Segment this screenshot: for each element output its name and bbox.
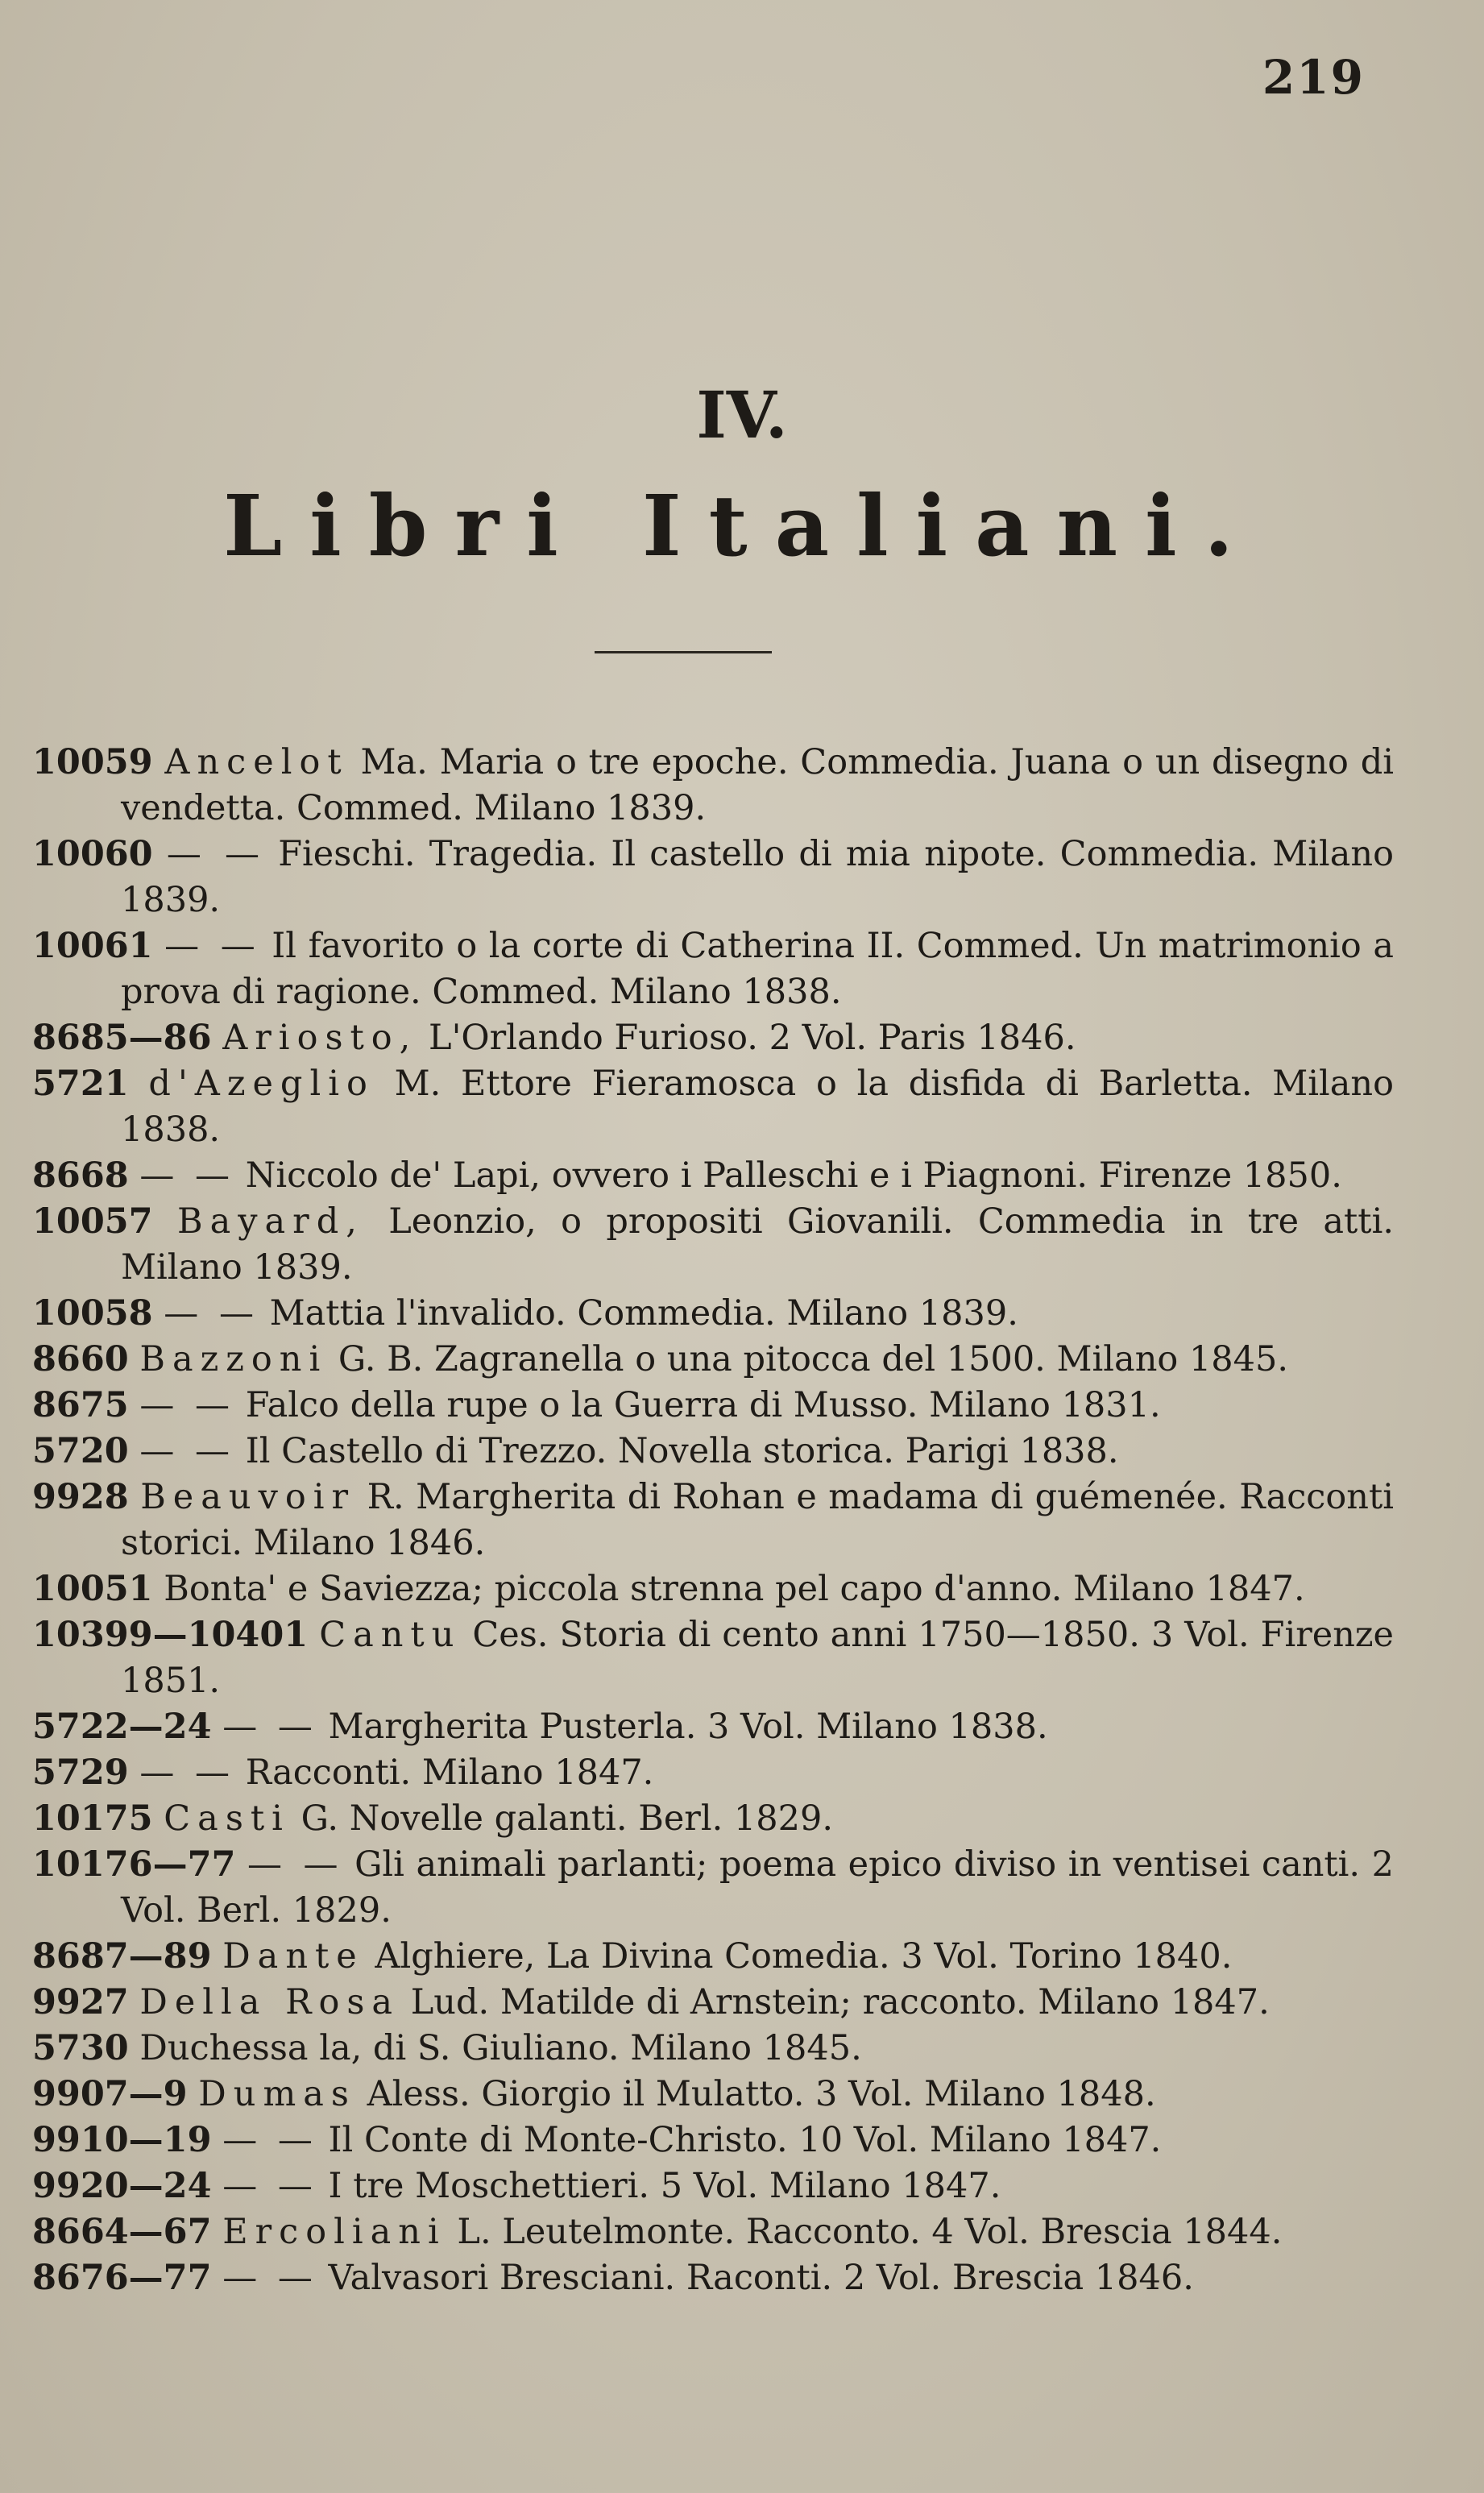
entry-text: Niccolo de' Lapi, ovvero i Palleschi e i Piagnoni. Firenze 1850.	[245, 1155, 1342, 1196]
entry-number: 10058	[32, 1293, 153, 1334]
catalog-entry	[32, 1015, 1394, 1061]
entry-text: M. Ettore Fieramosca o la disfida di Barletta. Milano 1838.	[121, 1064, 1394, 1150]
entry-author: — —	[222, 2258, 317, 2298]
entry-number: 5730	[32, 2028, 129, 2068]
entry-number: 8676—77	[32, 2258, 212, 2298]
catalog-entry	[32, 1934, 1394, 1980]
entry-author: Ercoliani	[222, 2212, 446, 2252]
entry-author: — —	[139, 1155, 235, 1196]
catalog-entry	[32, 1199, 1394, 1291]
entry-author: Dumas	[198, 2074, 356, 2114]
entry-text: Mattia l'invalido. Commedia. Milano 1839.	[269, 1293, 1018, 1334]
section-title: Libri Italiani.	[223, 476, 1261, 575]
entry-text: Lud. Matilde di Arnstein; racconto. Milano 1847.	[410, 1982, 1270, 2022]
catalog-entry	[32, 2209, 1394, 2255]
catalog-entry	[32, 1383, 1394, 1429]
title-rule	[595, 651, 772, 653]
entry-author: Casti	[164, 1798, 290, 1839]
entry-number: 8664—67	[32, 2212, 212, 2252]
catalog-entries	[32, 740, 1394, 2301]
entry-author: — —	[222, 2166, 317, 2206]
entry-author: — —	[247, 1844, 343, 1885]
entry-text: Il Castello di Trezzo. Novella storica. Parigi 1838.	[245, 1431, 1119, 1471]
entry-text: Il favorito o la corte di Catherina II. Commed. Un matrimonio a prova di ragione. Commed. Milano 1838.	[121, 926, 1394, 1012]
catalog-entry	[32, 1061, 1394, 1153]
entry-author: — —	[164, 1293, 259, 1334]
entry-author: — —	[222, 2120, 317, 2160]
catalog-entry	[32, 1153, 1394, 1199]
section-number: IV.	[696, 377, 788, 453]
catalog-entry	[32, 2072, 1394, 2118]
entry-number: 10059	[32, 742, 153, 782]
catalog-entry	[32, 2118, 1394, 2163]
catalog-entry	[32, 1337, 1394, 1383]
entry-author: — —	[139, 1753, 235, 1793]
entry-text: G. B. Zagranella o una pitocca del 1500. Milano 1845.	[338, 1339, 1289, 1379]
entry-text: Duchessa la, di S. Giuliano. Milano 1845.	[139, 2028, 862, 2068]
entry-author: Bayard,	[176, 1201, 364, 1242]
entry-author: Bazzoni	[139, 1339, 328, 1379]
entry-number: 10060	[32, 834, 153, 874]
catalog-entry	[32, 2026, 1394, 2072]
catalog-entry	[32, 1704, 1394, 1750]
entry-author: d'Azeglio	[148, 1064, 375, 1104]
entry-text: I tre Moschettieri. 5 Vol. Milano 1847.	[328, 2166, 1001, 2206]
catalog-entry	[32, 1429, 1394, 1475]
catalog-entry	[32, 1750, 1394, 1796]
catalog-entry	[32, 1566, 1394, 1612]
entry-text: R. Margherita di Rohan e madama di guémenée. Racconti storici. Milano 1846.	[121, 1477, 1395, 1563]
page-number: 219	[1262, 50, 1365, 105]
entry-text: Bonta' e Saviezza; piccola strenna pel capo d'anno. Milano 1847.	[164, 1569, 1305, 1609]
entry-text: Racconti. Milano 1847.	[245, 1753, 654, 1793]
entry-author: Della Rosa	[139, 1982, 400, 2022]
entry-text: Falco della rupe o la Guerra di Musso. Milano 1831.	[245, 1385, 1161, 1425]
entry-number: 8668	[32, 1155, 129, 1196]
entry-number: 10175	[32, 1798, 153, 1839]
entry-number: 5729	[32, 1753, 129, 1793]
catalog-entry	[32, 832, 1394, 923]
entry-author: — —	[166, 834, 265, 874]
entry-author: Beauvoir	[140, 1477, 356, 1517]
entry-number: 8687—89	[32, 1936, 212, 1977]
catalog-entry	[32, 740, 1394, 832]
entry-text: Ma. Maria o tre epoche. Commedia. Juana o un disegno di vendetta. Commed. Milano 1839.	[121, 742, 1395, 828]
entry-author: — —	[139, 1431, 235, 1471]
entry-number: 8660	[32, 1339, 129, 1379]
catalog-entry	[32, 923, 1394, 1015]
entry-text: L'Orlando Furioso. 2 Vol. Paris 1846.	[429, 1018, 1076, 1058]
entry-number: 9928	[32, 1477, 129, 1517]
entry-author: — —	[222, 1707, 317, 1747]
entry-number: 5722—24	[32, 1707, 212, 1747]
entry-text: Margherita Pusterla. 3 Vol. Milano 1838.	[328, 1707, 1048, 1747]
entry-author: — —	[164, 926, 260, 966]
entry-author: Dante	[222, 1936, 364, 1977]
entry-number: 5720	[32, 1431, 129, 1471]
entry-number: 9907—9	[32, 2074, 188, 2114]
entry-text: Ces. Storia di cento anni 1750—1850. 3 Vol. Firenze 1851.	[121, 1615, 1395, 1701]
entry-text: Valvasori Bresciani. Raconti. 2 Vol. Brescia 1846.	[328, 2258, 1194, 2298]
catalog-entry	[32, 1980, 1394, 2026]
entry-number: 10061	[32, 926, 153, 966]
entry-number: 9920—24	[32, 2166, 212, 2206]
entry-number: 10051	[32, 1569, 153, 1609]
entry-text: L. Leutelmonte. Racconto. 4 Vol. Brescia 1844.	[457, 2212, 1283, 2252]
catalog-entry	[32, 1612, 1394, 1704]
entry-number: 9927	[32, 1982, 129, 2022]
catalog-entry	[32, 1475, 1394, 1566]
catalog-entry	[32, 2255, 1394, 2301]
entry-number: 9910—19	[32, 2120, 212, 2160]
catalog-entry	[32, 1796, 1394, 1842]
catalog-entry	[32, 1291, 1394, 1337]
entry-number: 10176—77	[32, 1844, 236, 1885]
entry-text: Leonzio, o propositi Giovanili. Commedia in tre atti. Milano 1839.	[121, 1201, 1394, 1288]
entry-author: — —	[139, 1385, 235, 1425]
entry-number: 5721	[32, 1064, 129, 1104]
entry-number: 10399—10401	[32, 1615, 309, 1655]
entry-text: Alghiere, La Divina Comedia. 3 Vol. Torino 1840.	[375, 1936, 1233, 1977]
entry-text: G. Novelle galanti. Berl. 1829.	[301, 1798, 834, 1839]
entry-text: Aless. Giorgio il Mulatto. 3 Vol. Milano 1848.	[367, 2074, 1156, 2114]
entry-author: Cantu	[319, 1615, 462, 1655]
entry-number: 8685—86	[32, 1018, 212, 1058]
entry-text: Il Conte di Monte-Christo. 10 Vol. Milano 1847.	[328, 2120, 1162, 2160]
entry-number: 8675	[32, 1385, 129, 1425]
entry-number: 10057	[32, 1201, 153, 1242]
entry-author: Ariosto,	[222, 1018, 418, 1058]
catalog-entry	[32, 2163, 1394, 2209]
entry-text: Fieschi. Tragedia. Il castello di mia nipote. Commedia. Milano 1839.	[121, 834, 1394, 920]
catalog-entry	[32, 1842, 1394, 1934]
entry-text: Gli animali parlanti; poema epico diviso in ventisei canti. 2 Vol. Berl. 1829.	[121, 1844, 1395, 1931]
entry-author: Ancelot	[164, 742, 349, 782]
